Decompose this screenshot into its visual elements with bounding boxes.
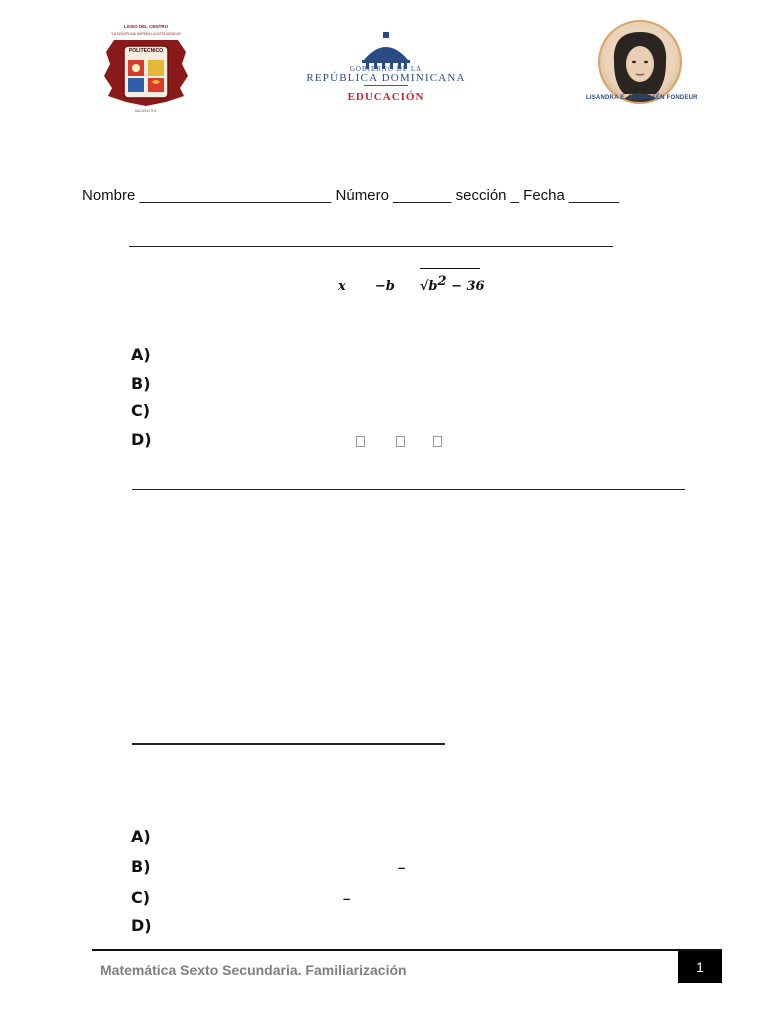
formula-exponent: 2 (437, 274, 447, 289)
school-logo-motto: "LA DISCIPLINA SUPERA LA INTELIGENCIA" (110, 32, 182, 36)
question2-rule (132, 489, 685, 490)
missing-glyph-icon (433, 436, 442, 447)
missing-glyph-icon (356, 436, 365, 447)
school-logo-bottom-text: SALCEDO R.D. (134, 109, 158, 113)
missing-glyph-icon (396, 436, 405, 447)
q1-option-c: C) (131, 401, 151, 420)
footer-title: Matemática Sexto Secundaria. Familiarización (100, 962, 407, 978)
formula-rest: − 36 (446, 279, 485, 295)
school-logo-top-text: LICEO DEL CENTRO (123, 24, 169, 29)
portrait-caption: LISANDRA E. GERMOSÉN FONDEUR (586, 95, 698, 101)
question3-rule (132, 743, 445, 745)
school-logo-name: POLITECNICO (128, 48, 164, 54)
footer-rule (92, 949, 722, 951)
q2-option-d: D) (131, 916, 152, 935)
formula-neg-b: −b (374, 279, 395, 295)
formula-x: x (338, 279, 346, 295)
q2-c-mark: – (343, 891, 351, 906)
q1-option-d: D) (131, 430, 152, 449)
q2-option-c: C) (131, 888, 151, 907)
dome-icon (362, 32, 410, 69)
q1-option-b: B) (131, 374, 151, 393)
q2-option-a: A) (131, 827, 151, 846)
q2-option-b: B) (131, 857, 151, 876)
formula-radical: √b (419, 279, 438, 295)
q1-option-a: A) (131, 345, 151, 364)
page-number: 1 (678, 951, 722, 983)
student-info-line: Nombre _______________________ Número _______ sección _ Fecha ______ (82, 187, 620, 204)
portrait-image (598, 20, 682, 104)
gov-logo-line1: GOBIERNO DE LA (349, 65, 423, 73)
q2-b-mark: – (398, 860, 406, 875)
quadratic-formula (338, 274, 485, 294)
question1-rule (129, 246, 613, 247)
gov-logo-line2: REPÚBLICA DOMINICANA (306, 72, 466, 84)
radical-overbar (420, 268, 480, 269)
government-education-logo (286, 30, 486, 110)
school-logo (96, 22, 196, 114)
gov-logo-line3: EDUCACIÓN (347, 91, 425, 103)
